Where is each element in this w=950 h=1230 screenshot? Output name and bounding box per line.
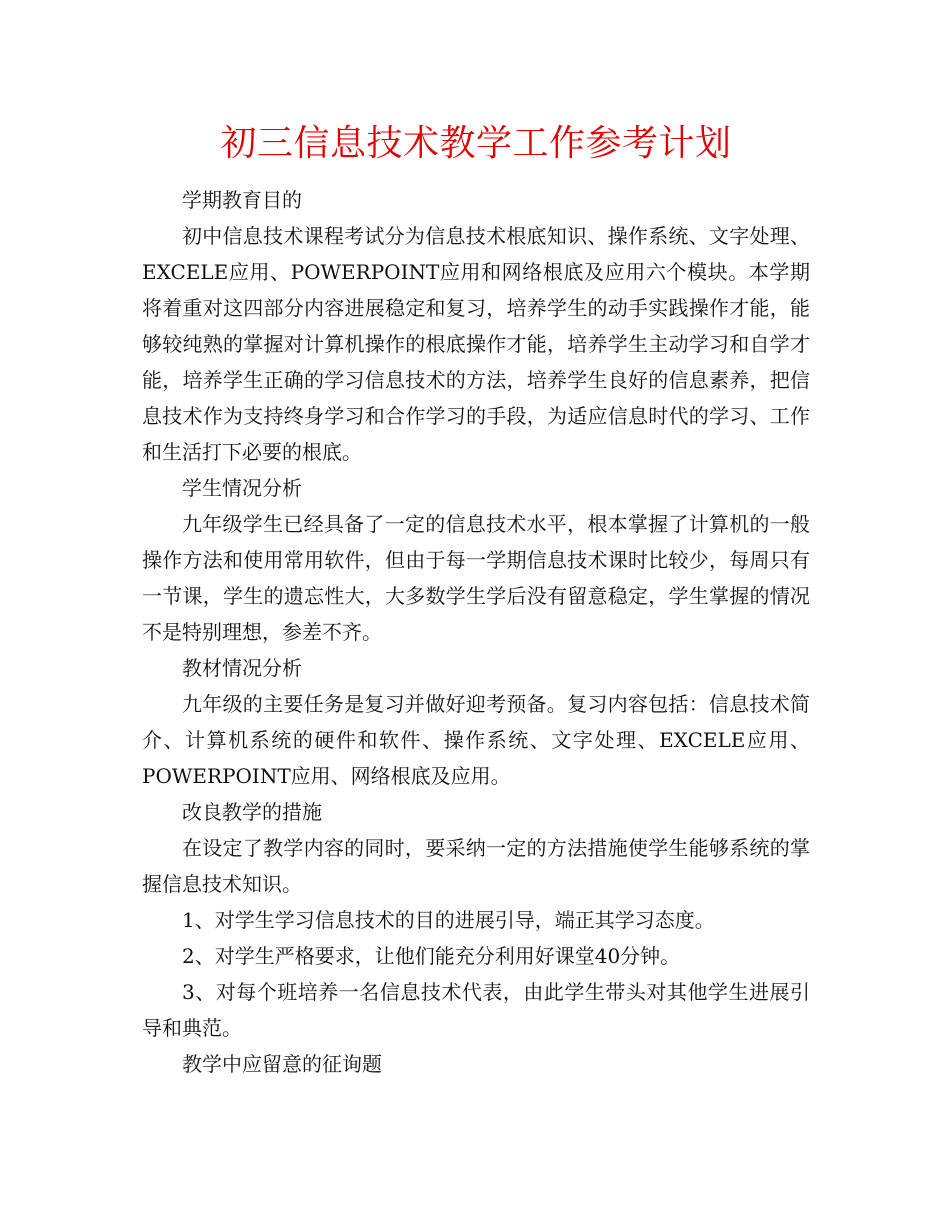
paragraph-materials: 九年级的主要任务是复习并做好迎考预备。复习内容包括：信息技术简介、计算机系统的硬件和软件、操作系统、文字处理、EXCELE应用、POWERPOINT应用、网络根底及应用。 <box>142 692 810 788</box>
measure-item-2: 2、对学生严格要求，让他们能充分利用好课堂40分钟。 <box>182 944 681 968</box>
paragraph-students: 九年级学生已经具备了一定的信息技术水平，根本掌握了计算机的一般操作方法和使用常用软件，但由于每一学期信息技术课时比较少，每周只有一节课，学生的遗忘性大，大多数学生学后没有留意稳定，学生掌握的情况不是特别理想，参差不齐。 <box>142 512 810 644</box>
paragraph-goals: 初中信息技术课程考试分为信息技术根底知识、操作系统、文字处理、EXCELE应用、POWERPOINT应用和网络根底及应用六个模块。本学期将着重对这四部分内容进展稳定和复习，培养学生的动手实践操作才能，能够较纯熟的掌握对计算机操作的根底操作才能，培养学生主动学习和自学才能，培养学生正确的学习信息技术的方法，培养学生良好的信息素养，把信息技术作为支持终身学习和合作学习的手段，为适应信息时代的学习、工作和生活打下必要的根底。 <box>142 224 810 464</box>
section-heading-materials: 教材情况分析 <box>182 656 302 680</box>
section-heading-students: 学生情况分析 <box>182 476 302 500</box>
document-page <box>142 118 810 1082</box>
section-heading-goals: 学期教育目的 <box>182 188 302 212</box>
measure-item-1: 1、对学生学习信息技术的目的进展引导，端正其学习态度。 <box>182 908 715 932</box>
paragraph-measures: 在设定了教学内容的同时，要采纳一定的方法措施使学生能够系统的掌握信息技术知识。 <box>142 836 810 896</box>
section-heading-issues: 教学中应留意的征询题 <box>182 1052 382 1076</box>
document-title: 初三信息技术教学工作参考计划 <box>220 123 732 164</box>
document-body <box>142 182 810 1082</box>
section-heading-measures: 改良教学的措施 <box>182 800 322 824</box>
measure-item-3: 3、对每个班培养一名信息技术代表，由此学生带头对其他学生进展引导和典范。 <box>142 980 810 1040</box>
